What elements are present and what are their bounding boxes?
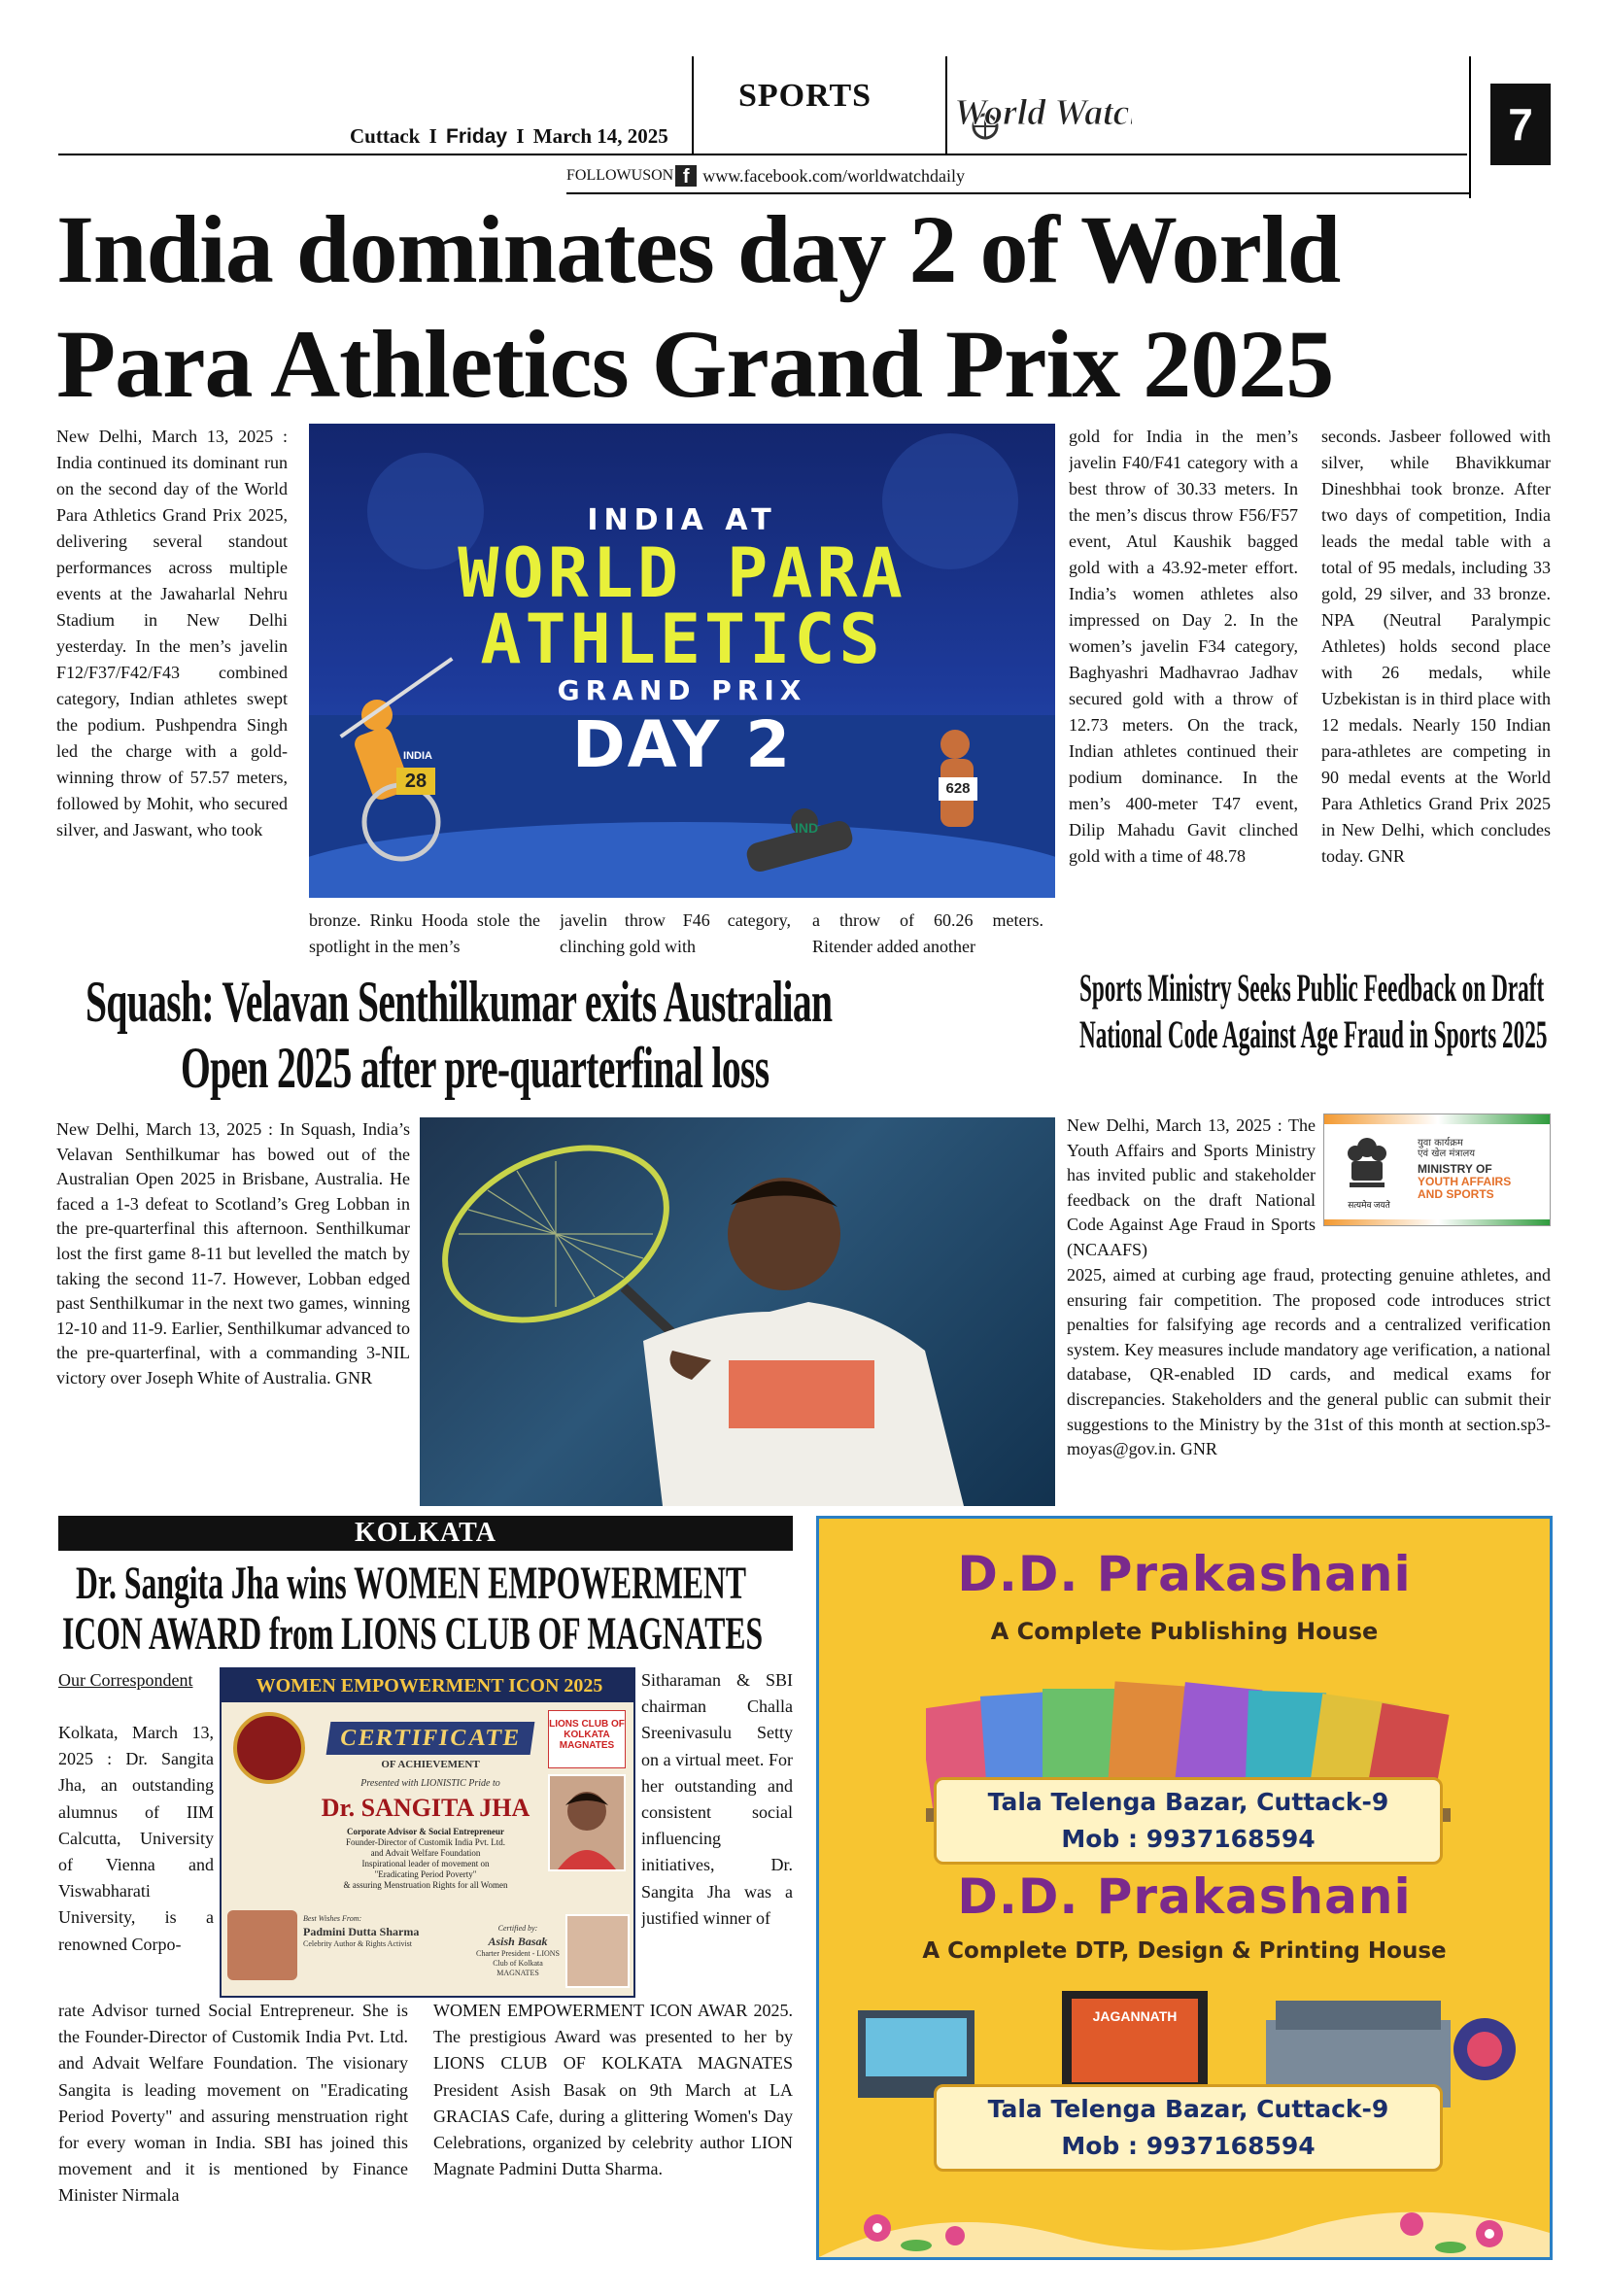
cert-role3: and Advait Welfare Foundation	[370, 1848, 481, 1858]
kolkata-headline	[58, 1555, 793, 1663]
ministry-headline-line2: National Code Against Age Fraud in Sports 2025	[1079, 1012, 1548, 1056]
ministry-logo-line3: AND SPORTS	[1418, 1187, 1494, 1201]
squash-headline	[58, 970, 1059, 1104]
tricolor-band-bottom	[1324, 1219, 1551, 1226]
city: Cuttack	[350, 124, 421, 148]
cert-wishes-label: Best Wishes From:	[303, 1914, 362, 1923]
cert-title: CERTIFICATE	[326, 1722, 535, 1755]
emblem-icon	[1346, 1134, 1388, 1196]
lead-headline-line2: Para Athletics Grand Prix 2025	[56, 310, 1334, 418]
cert-role6: & assuring Menstruation Rights for all Women	[343, 1880, 508, 1890]
separator: I	[428, 124, 437, 148]
cert-signer-role: Charter President - LIONS Club of Kolkata MAGNATES	[476, 1949, 560, 1977]
world-watch-logo	[952, 80, 1132, 146]
graphic-line4: GRAND PRIX	[557, 674, 807, 706]
award-certificate-photo	[220, 1667, 635, 1998]
social-follow[interactable]	[566, 165, 965, 187]
kolkata-byline: Our Correspondent	[58, 1670, 193, 1690]
dateline	[350, 124, 668, 149]
lead-column-1: New Delhi, March 13, 2025 : India continued its dominant run on the second day of the World Para Athletics Grand Prix 2025, delivering several standout performances across multiple events at the Jawaharlal Nehru Stadium in New Delhi yesterday. In the men’s javelin F12/F37/F42/F43 combined category, Indian athletes swept the podium. Pushpendra Singh led the charge with a gold-winning throw of 57.57 meters, followed by Mohit, who secured silver, and Jaswant, who took	[56, 427, 288, 840]
tricolor-band	[1324, 1114, 1551, 1124]
follow-label: FOLLOWUSON	[566, 167, 674, 184]
graphic-line1: INDIA AT	[587, 503, 777, 537]
cert-wisher: Padmini Dutta Sharma	[303, 1925, 420, 1938]
ministry-logo-hindi	[1418, 1138, 1550, 1159]
club-badge: LIONS CLUB OF KOLKATA MAGNATES	[548, 1710, 626, 1768]
cert-banner: WOMEN EMPOWERMENT ICON 2025	[222, 1669, 635, 1702]
cert-presented: Presented with LIONISTIC Pride to	[360, 1778, 500, 1789]
section-kolkata-label: KOLKATA	[58, 1516, 793, 1551]
cert-roles	[309, 1827, 542, 1891]
ministry-logo-text	[1418, 1163, 1550, 1201]
cert-role1: Corporate Advisor & Social Entrepreneur	[347, 1827, 504, 1836]
squash-headline-line2: Open 2025 after pre-quarterfinal loss	[181, 1036, 769, 1100]
emblem-caption: सत्यमेव जयते	[1348, 1200, 1390, 1210]
bib-28	[396, 768, 435, 795]
kolkata-bottom-right: WOMEN EMPOWERMENT ICON AWAR 2025. The prestigious Award was presented to her by LIONS CLUB OF KOLKATA MAGNATES President Asish Basak on 9th March at LA GRACIAS Cafe, during a glittering Women's Day Celebrations, organized by celebrity author LION Magnate Padmini Dutta Sharma.	[433, 2001, 793, 2179]
kolkata-column-right: Sitharaman & SBI chairman Challa Sreenivasulu Setty on a virtual meet. For her outstanding and consistent social influencing initiatives, Dr. Sangita Jha was a justified winner of	[641, 1670, 793, 1928]
day: Friday	[446, 125, 508, 148]
signer-photo	[565, 1914, 630, 1988]
ministry-logo	[1323, 1114, 1551, 1226]
ad-address-2: Tala Telenga Bazar, Cuttack-9	[987, 2095, 1389, 2123]
ad-address-1: Tala Telenga Bazar, Cuttack-9	[987, 1788, 1389, 1816]
cert-role4: Inspirational leader of movement on	[361, 1859, 490, 1868]
kolkata-headline-line1: Dr. Sangita Jha wins WOMEN EMPOWERMENT	[76, 1558, 746, 1609]
cert-certified-label: Certified by:	[497, 1924, 538, 1933]
ad-screen-text: JAGANNATH	[1092, 2008, 1178, 2024]
ad-contact-box-1	[934, 1777, 1443, 1865]
section-title: SPORTS	[738, 78, 872, 114]
cert-wisher-role: Celebrity Author & Rights Activist	[303, 1939, 412, 1948]
ministry-logo-hindi-line1: युवा कार्यक्रम	[1418, 1138, 1463, 1148]
kolkata-column-left: Kolkata, March 13, 2025 : Dr. Sangita Jha, an outstanding alumnus of IIM Calcutta, University of Vienna and Viswabharati University, is a renowned Corpo-	[58, 1723, 214, 1954]
ad-tagline-2: A Complete DTP, Design & Printing House	[922, 1938, 1447, 1964]
facebook-icon: f	[675, 165, 697, 187]
lead-strip-3: a throw of 60.26 meters. Ritender added another	[812, 910, 1043, 956]
kolkata-bottom-left: rate Advisor turned Social Entrepreneur. She is the Founder-Director of Customik India Pvt. Ltd. and Advait Welfare Foundation. The visionary Sangita is leading movement on "Eradicating Period Poverty" and assuring menstruation right for every woman in India. SBI has joined this movement and it is mentioned by Finance Minister Nirmala	[58, 2001, 408, 2206]
squash-photo-art	[420, 1117, 1055, 1506]
ad-mobile-2: Mob : 9937168594	[1061, 2132, 1316, 2160]
ministry-logo-hindi-line2: एवं खेल मंत्रालय	[1418, 1148, 1476, 1159]
ministry-logo-line1: MINISTRY OF	[1418, 1162, 1492, 1176]
ministry-headline	[1065, 962, 1551, 1059]
lead-headline-line1: India dominates day 2 of World	[56, 195, 1341, 303]
lead-headline	[56, 192, 1553, 422]
page-divider	[1469, 56, 1471, 198]
graphic-line5: DAY 2	[571, 707, 793, 782]
bib-ind: IND	[794, 820, 819, 836]
ministry-logo-line2: YOUTH AFFAIRS	[1418, 1175, 1512, 1188]
cert-role5: "Eradicating Period Poverty"	[374, 1869, 477, 1879]
cert-signature	[474, 1924, 562, 1978]
masthead-divider-right	[945, 56, 947, 154]
page-number: 7	[1490, 84, 1551, 165]
ad-mobile-1: Mob : 9937168594	[1061, 1825, 1316, 1853]
squash-player-photo	[420, 1117, 1055, 1506]
ad-brand-2: D.D. Prakashani	[957, 1868, 1412, 1925]
lead-column-4: seconds. Jasbeer followed with silver, while Bhavikkumar Dineshbhai took bronze. After two days of competition, India leads the medal table with a total of 95 medals, including 33 gold, 29 silver, and 33 bronze. NPA (Neutral Paralympic Athletes) holds second place with 26 medals, while Uzbekistan is in third place with 12 medals. Nearly 150 Indian para-athletes are competing in 90 medal events at the World Para Athletics Grand Prix 2025 in New Delhi, which concludes today. GNR	[1321, 427, 1551, 866]
lead-column-3: gold for India in the men’s javelin F40/F41 category with a best throw of 30.33 meters. In the men’s discus throw F56/F57 event, Atul Kaushik bagged gold with a 43.92-meter effort. India’s women athletes also impressed on Day 2. In the women’s javelin F34 category, Baghyashri Madhavrao Jadhav secured gold with a throw of 12.73 meters. On the track, Indian athletes continued their podium dominance. In the men’s 400-meter T47 event, Dilip Mahadu Gavit clinched gold with a time of 48.78	[1069, 427, 1298, 866]
dd-prakashani-ad	[816, 1516, 1553, 2260]
bib-india-label: INDIA	[403, 750, 432, 762]
squash-headline-line1: Squash: Velavan Senthilkumar exits Australian	[85, 970, 833, 1034]
ministry-body-bottom: 2025, aimed at curbing age fraud, protecting genuine athletes, and ensuring fair competition. The proposed code introduces strict penalties for falsifying age records and a centralized verification system. Key measures include mandatory age verification, a national database, QR-enabled ID cards, and medical exams for discrepancies. Stakeholders and the general public can submit their suggestions to the Ministry by the 31st of this month at section.sp3-moyas@gov.in. GNR	[1067, 1265, 1551, 1459]
cert-signer: Asish Basak	[488, 1935, 548, 1948]
masthead-divider-left	[692, 56, 694, 154]
cert-name: Dr. SANGITA JHA	[321, 1794, 530, 1822]
ad-contact-box-2	[934, 2084, 1443, 2172]
graphic-line3: ATHLETICS	[480, 600, 884, 679]
ad-tagline-1: A Complete Publishing House	[990, 1618, 1379, 1645]
ministry-body-top: New Delhi, March 13, 2025 : The Youth Affairs and Sports Ministry has invited public and stakeholder feedback on the draft National Code Against Age Fraud in Sports (NCAAFS)	[1067, 1115, 1316, 1259]
flowers-decoration	[819, 2189, 1550, 2257]
para-athletics-graphic	[309, 424, 1055, 898]
separator: I	[516, 124, 525, 148]
ministry-headline-line1: Sports Ministry Seeks Public Feedback on Draft	[1079, 966, 1545, 1010]
facebook-url[interactable]: www.facebook.com/worldwatchdaily	[702, 165, 965, 186]
masthead-rule	[58, 154, 1467, 155]
kolkata-headline-line2: ICON AWARD from LIONS CLUB OF MAGNATES	[62, 1608, 764, 1660]
date: March 14, 2025	[532, 124, 668, 148]
lead-strip-1: bronze. Rinku Hooda stole the spotlight in the men’s	[309, 910, 540, 956]
lead-strip-2: javelin throw F46 category, clinching gold with	[560, 910, 791, 956]
lions-logo-icon	[233, 1712, 305, 1784]
cert-subtitle: OF ACHIEVEMENT	[381, 1759, 480, 1770]
svg-text:World Watch: World Watch	[954, 92, 1132, 133]
wisher-photo	[227, 1910, 297, 1980]
ad-brand-1: D.D. Prakashani	[957, 1546, 1412, 1602]
cert-role2: Founder-Director of Customik India Pvt. Ltd.	[345, 1837, 506, 1847]
award-winner-photo	[548, 1774, 626, 1871]
cert-wishes	[303, 1914, 429, 1949]
bib-28-number: 28	[404, 771, 427, 792]
bib-628: 628	[939, 777, 977, 801]
graphic-line2: WORLD PARA	[458, 533, 906, 613]
squash-body: New Delhi, March 13, 2025 : In Squash, India’s Velavan Senthilkumar has bowed out of the Australian Open 2025 in Brisbane, Australia. He faced a 1-3 defeat to Scotland’s Greg Lobban in the pre-quarterfinal this afternoon. Senthilkumar lost the first game 8-11 but levelled the match by taking the second 11-7. However, Lobban edged past Senthilkumar in the next two games, winning 12-10 and 11-9. Earlier, Senthilkumar advanced to the pre-quarterfinal, with a commanding 3-NIL victory over Joseph White of Australia. GNR	[56, 1119, 410, 1388]
